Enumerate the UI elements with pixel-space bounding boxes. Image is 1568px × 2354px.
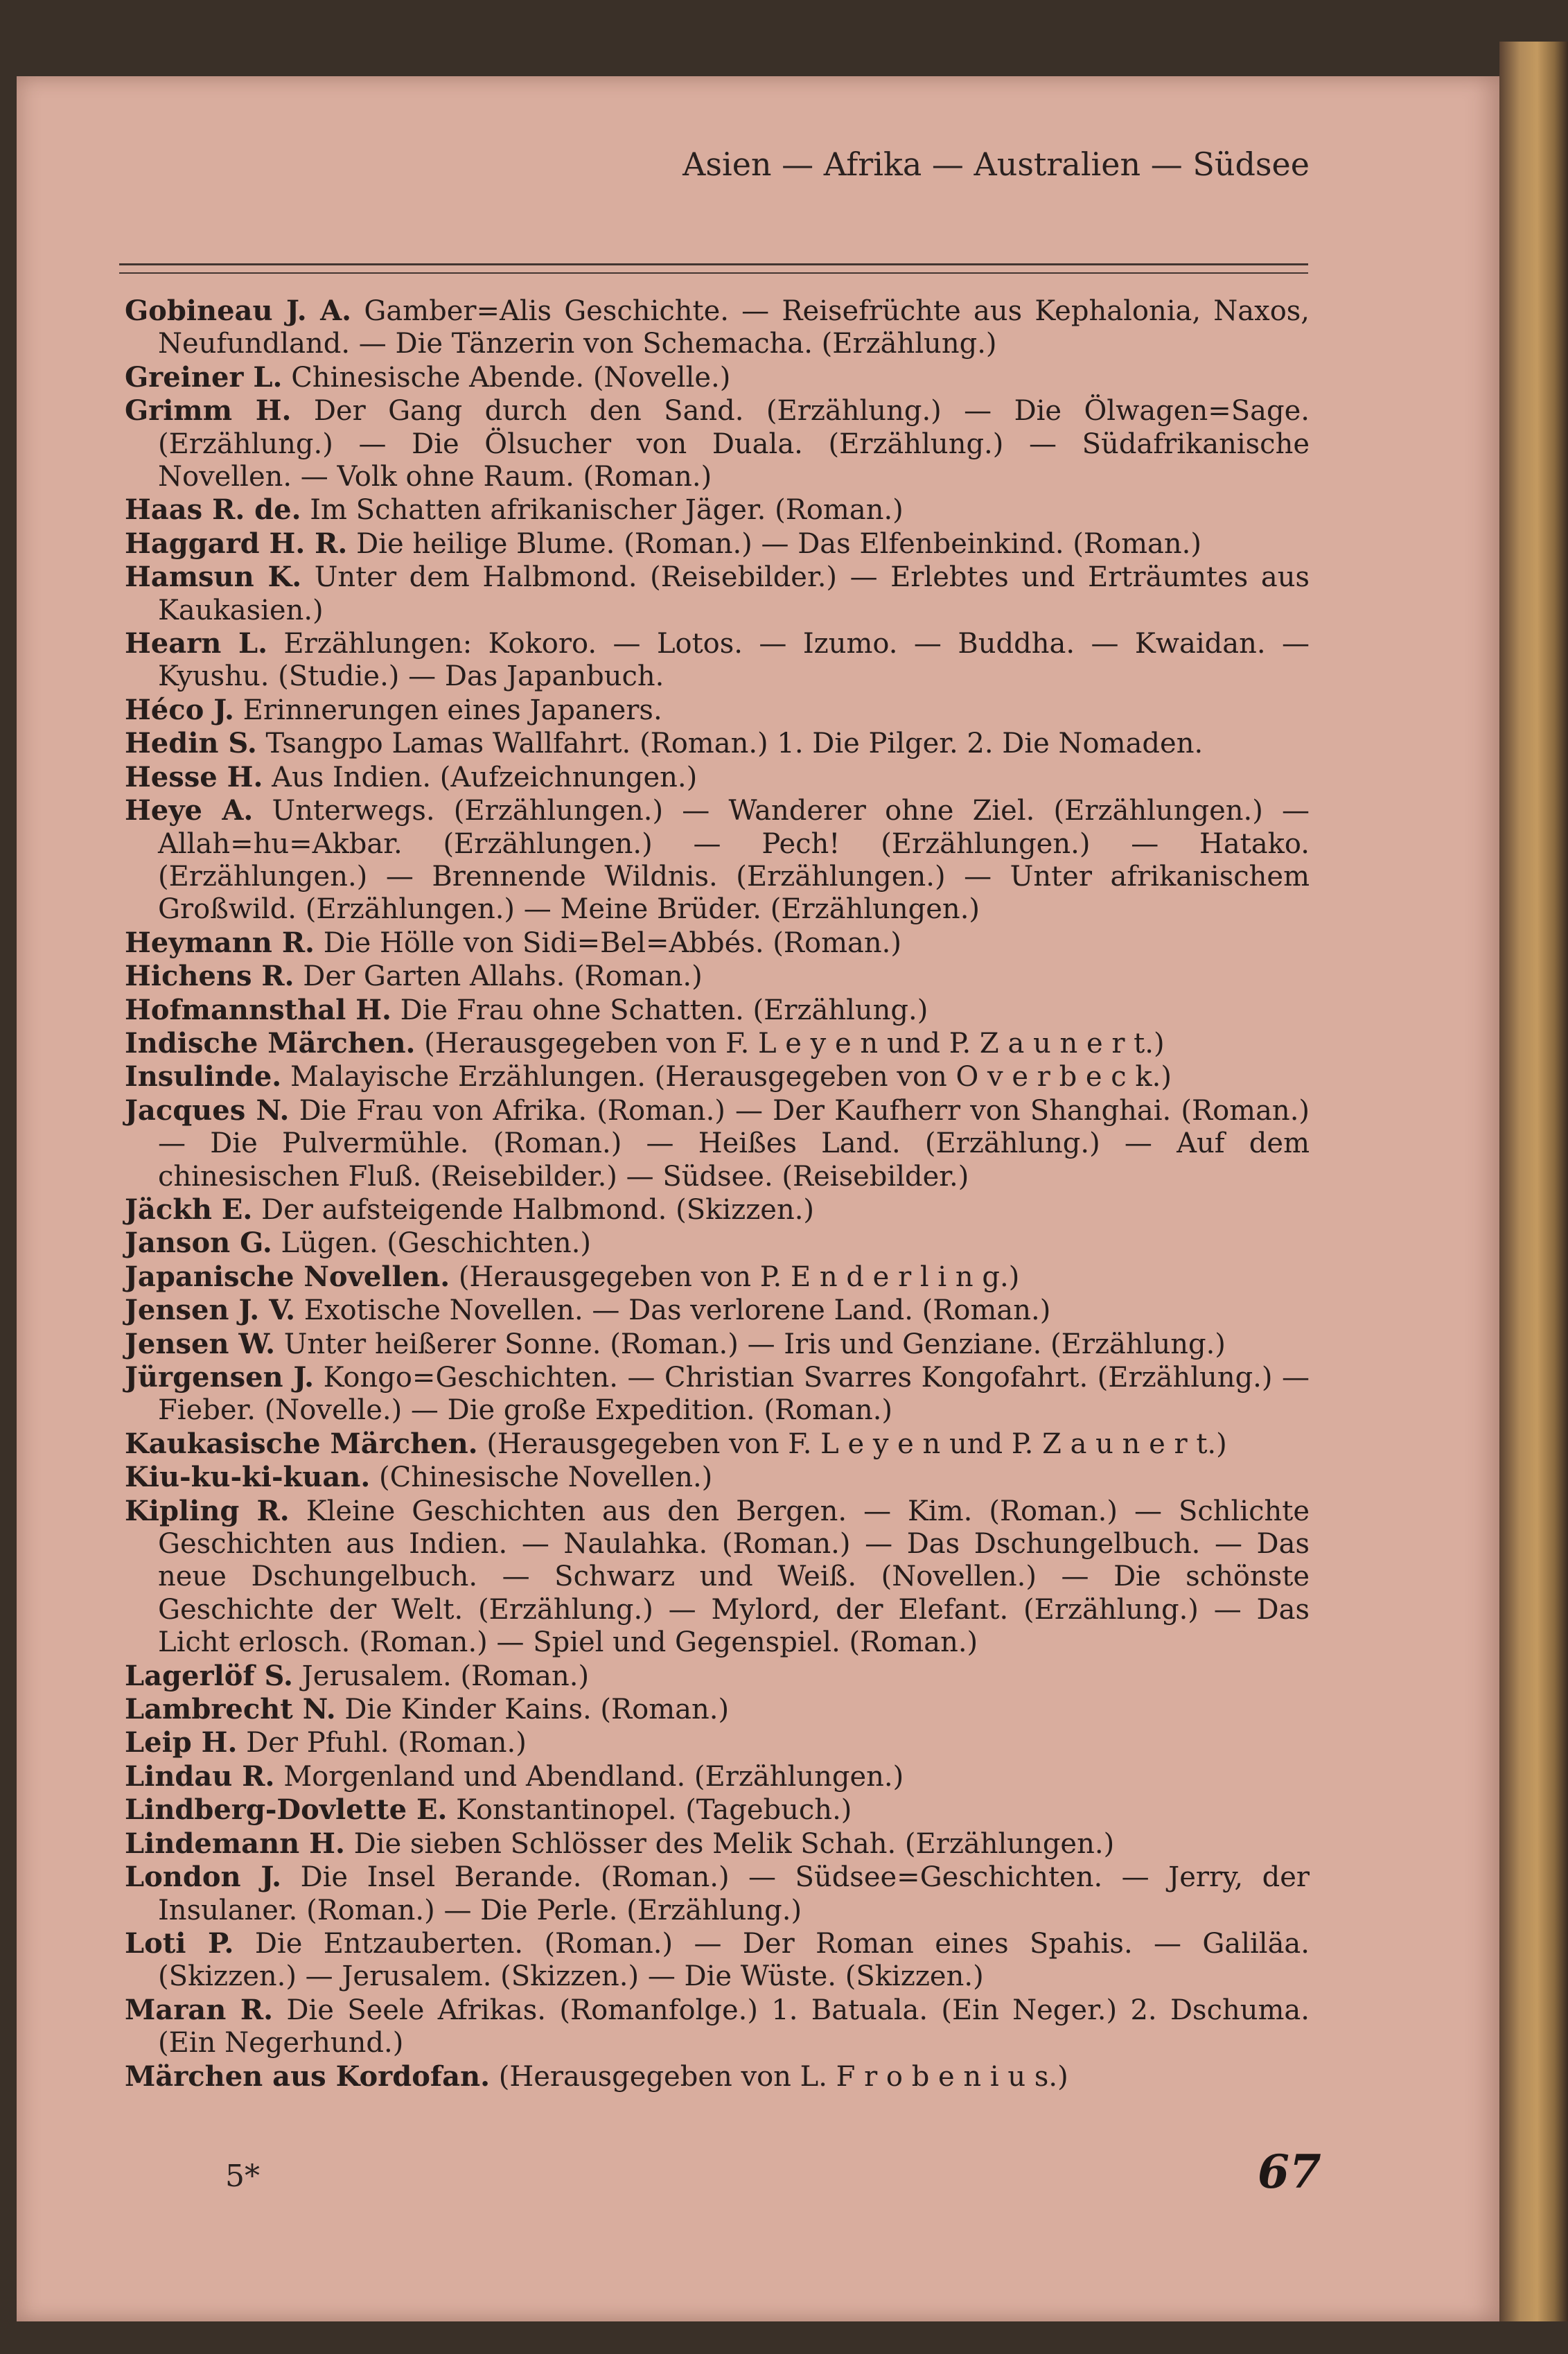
entry-titles: Unterwegs. (Erzählungen.) — Wanderer ohne Ziel. (Erzählungen.) — Allah=hu=Akbar. (Erzählungen.) — Pech! (Erzählungen.) — Hatako. (Erzählungen.) — Brennende Wildnis. (Erzählungen.) — Unter afrikanischem Großwild. (Erzählungen.) — Meine Brüder. (Erzählungen.) (158, 795, 1310, 926)
entry-titles: (Herausgegeben von F. L e y e n und P. Z a u n e r t.) (486, 1428, 1227, 1460)
list-item (125, 1827, 1310, 1861)
entry-titles: Kleine Geschichten aus den Bergen. — Kim. (Roman.) — Schlichte Geschichten aus Indien. — Naulahka. (Roman.) — Das Dschungelbuch. — Das neue Dschungelbuch. — Schwarz und Weiß. (Novellen.) — Die schönste Geschichte der Welt. (Erzählung.) — Mylord, der Elefant. (Erzählung.) — Das Licht erlosch. (Roman.) — Spiel und Gegenspiel. (Roman.) (158, 1495, 1310, 1659)
entry-titles: Erzählungen: Kokoro. — Lotos. — Izumo. — Buddha. — Kwaidan. — Kyushu. (Studie.) — Das Japanbuch. (158, 628, 1310, 693)
entry-titles: (Herausgegeben von F. L e y e n und P. Z a u n e r t.) (424, 1027, 1165, 1060)
entry-titles: Im Schatten afrikanischer Jäger. (Roman.) (310, 494, 904, 527)
entry-author: Hofmannsthal H. (125, 993, 391, 1026)
entry-titles: Der Garten Allahs. (Roman.) (303, 960, 703, 993)
list-item (125, 1328, 1310, 1361)
entry-author: Lambrecht N. (125, 1693, 336, 1726)
entry-titles: Morgenland und Abendland. (Erzählungen.) (283, 1760, 904, 1793)
list-item (125, 1227, 1310, 1260)
list-item (125, 1660, 1310, 1693)
entry-author: London J. (125, 1861, 282, 1894)
entry-titles: Die heilige Blume. (Roman.) — Das Elfenbeinkind. (Roman.) (356, 527, 1201, 560)
list-item (125, 994, 1310, 1027)
entry-author: Insulinde. (125, 1060, 282, 1093)
list-item (125, 527, 1310, 561)
list-item (125, 794, 1310, 926)
entry-author: Hedin S. (125, 727, 257, 760)
entry-author: Haggard H. R. (125, 527, 348, 560)
entry-author: Märchen aus Kordofan. (125, 2059, 491, 2093)
entry-author: Kipling R. (125, 1494, 290, 1527)
entry-titles: Die Kinder Kains. (Roman.) (344, 1694, 730, 1726)
list-item (125, 295, 1310, 361)
entry-author: Maran R. (125, 1993, 273, 2026)
entry-list (125, 295, 1310, 2093)
list-item (125, 1760, 1310, 1793)
entry-titles: Die Frau ohne Schatten. (Erzählung.) (400, 994, 928, 1026)
entry-author: Kiu-ku-ki-kuan. (125, 1461, 371, 1494)
entry-author: Lindberg-Dovlette E. (125, 1793, 448, 1827)
entry-author: Hesse H. (125, 760, 263, 793)
entry-titles: Tsangpo Lamas Wallfahrt. (Roman.) 1. Die Pilger. 2. Die Nomaden. (265, 728, 1204, 760)
entry-author: Hearn L. (125, 627, 267, 660)
entry-author: Jensen J. V. (125, 1294, 296, 1327)
entry-titles: Die Seele Afrikas. (Romanfolge.) 1. Batuala. (Ein Neger.) 2. Dschuma. (Ein Negerhund.) (158, 1994, 1310, 2059)
list-item (125, 694, 1310, 727)
list-item (125, 761, 1310, 794)
entry-titles: (Herausgegeben von P. E n d e r l i n g.) (458, 1261, 1020, 1293)
entry-author: Jensen W. (125, 1327, 276, 1360)
list-item (125, 1861, 1310, 1927)
entry-author: Indische Märchen. (125, 1026, 416, 1060)
list-item (125, 926, 1310, 960)
entry-titles: Unter heißerer Sonne. (Roman.) — Iris und Genziane. (Erzählung.) (283, 1328, 1226, 1360)
entry-titles: Gamber=Alis Geschichte. — Reisefrüchte aus Kephalonia, Naxos, Neufundland. — Die Tänzerin von Schemacha. (Erzählung.) (158, 295, 1310, 360)
list-item (125, 561, 1310, 627)
entry-author: Loti P. (125, 1926, 234, 1960)
entry-titles: Aus Indien. (Aufzeichnungen.) (272, 761, 698, 793)
entry-author: Kaukasische Märchen. (125, 1427, 478, 1460)
entry-titles: Chinesische Abende. (Novelle.) (291, 361, 731, 394)
list-item (125, 361, 1310, 394)
book-spine (1499, 42, 1568, 2321)
running-head: Asien — Afrika — Australien — Südsee (682, 146, 1310, 183)
entry-titles: Kongo=Geschichten. — Christian Svarres Kongofahrt. (Erzählung.) — Fieber. (Novelle.) — Die große Expedition. (Roman.) (158, 1362, 1310, 1427)
entry-author: Lagerlöf S. (125, 1659, 293, 1692)
entry-titles: Unter dem Halbmond. (Reisebilder.) — Erlebtes und Erträumtes aus Kaukasien.) (158, 561, 1310, 626)
entry-titles: Die sieben Schlösser des Melik Schah. (Erzählungen.) (353, 1827, 1115, 1860)
entry-author: Héco J. (125, 693, 234, 726)
list-item (125, 1693, 1310, 1726)
list-item (125, 2060, 1310, 2093)
entry-titles: Konstantinopel. (Tagebuch.) (456, 1794, 852, 1827)
entry-author: Jacques N. (125, 1093, 290, 1127)
page-number: 67 (1258, 2145, 1321, 2199)
list-item (125, 1193, 1310, 1227)
entry-author: Haas R. de. (125, 493, 301, 527)
entry-author: Janson G. (125, 1227, 272, 1260)
entry-titles: Der Gang durch den Sand. (Erzählung.) — Die Ölwagen=Sage. (Erzählung.) — Die Ölsucher von Duala. (Erzählung.) — Südafrikanische Novellen. — Volk ohne Raum. (Roman.) (158, 395, 1310, 493)
entry-author: Hamsun K. (125, 561, 302, 594)
entry-author: Lindau R. (125, 1759, 275, 1793)
entry-titles: Der aufsteigende Halbmond. (Skizzen.) (261, 1193, 815, 1226)
list-item (125, 1495, 1310, 1660)
entry-author: Greiner L. (125, 360, 283, 394)
entry-author: Hichens R. (125, 960, 294, 993)
entry-author: Jäckh E. (125, 1193, 253, 1226)
list-item (125, 1927, 1310, 1994)
list-item (125, 1793, 1310, 1827)
entry-titles: Die Hölle von Sidi=Bel=Abbés. (Roman.) (323, 926, 901, 959)
list-item (125, 1428, 1310, 1461)
list-item (125, 727, 1310, 760)
list-item (125, 1294, 1310, 1327)
entry-titles: Erinnerungen eines Japaners. (243, 694, 662, 726)
list-item (125, 1726, 1310, 1759)
entry-titles: Der Pfuhl. (Roman.) (246, 1727, 527, 1759)
entry-author: Lindemann H. (125, 1827, 345, 1860)
header-rule (119, 263, 1308, 274)
entry-titles: Malayische Erzählungen. (Herausgegeben von O v e r b e c k.) (290, 1061, 1172, 1093)
list-item (125, 1461, 1310, 1494)
entry-titles: (Herausgegeben von L. F r o b e n i u s.) (498, 2060, 1068, 2093)
entry-author: Gobineau J. A. (125, 295, 352, 327)
signature-mark: 5* (225, 2159, 260, 2194)
entry-titles: Die Entzauberten. (Roman.) — Der Roman eines Spahis. — Galiläa. (Skizzen.) — Jerusalem. (Skizzen.) — Die Wüste. (Skizzen.) (158, 1927, 1310, 1993)
entry-author: Heye A. (125, 794, 254, 827)
list-item (125, 1261, 1310, 1294)
list-item (125, 1094, 1310, 1193)
entry-titles: Die Frau von Afrika. (Roman.) — Der Kaufherr von Shanghai. (Roman.) — Die Pulvermühle. (Roman.) — Heißes Land. (Erzählung.) — Auf dem chinesischen Fluß. (Reisebilder.) — Südsee. (Reisebilder.) (158, 1094, 1310, 1193)
list-item (125, 394, 1310, 493)
entry-author: Japanische Novellen. (125, 1260, 450, 1293)
entry-titles: Lügen. (Geschichten.) (281, 1227, 592, 1260)
entry-titles: (Chinesische Novellen.) (379, 1461, 713, 1494)
list-item (125, 627, 1310, 694)
entry-titles: Jerusalem. (Roman.) (301, 1660, 590, 1692)
entry-titles: Exotische Novellen. — Das verlorene Land. (Roman.) (303, 1294, 1051, 1327)
entry-titles: Die Insel Berande. (Roman.) — Südsee=Geschichten. — Jerry, der Insulaner. (Roman.) — Die Perle. (Erzählung.) (158, 1861, 1310, 1926)
list-item (125, 1361, 1310, 1428)
entry-author: Leip H. (125, 1726, 238, 1759)
entry-author: Grimm H. (125, 394, 292, 428)
list-item (125, 1060, 1310, 1093)
entry-author: Heymann R. (125, 926, 315, 959)
list-item (125, 1027, 1310, 1060)
list-item (125, 1994, 1310, 2060)
list-item (125, 493, 1310, 527)
list-item (125, 960, 1310, 993)
entry-author: Jürgensen J. (125, 1361, 315, 1394)
